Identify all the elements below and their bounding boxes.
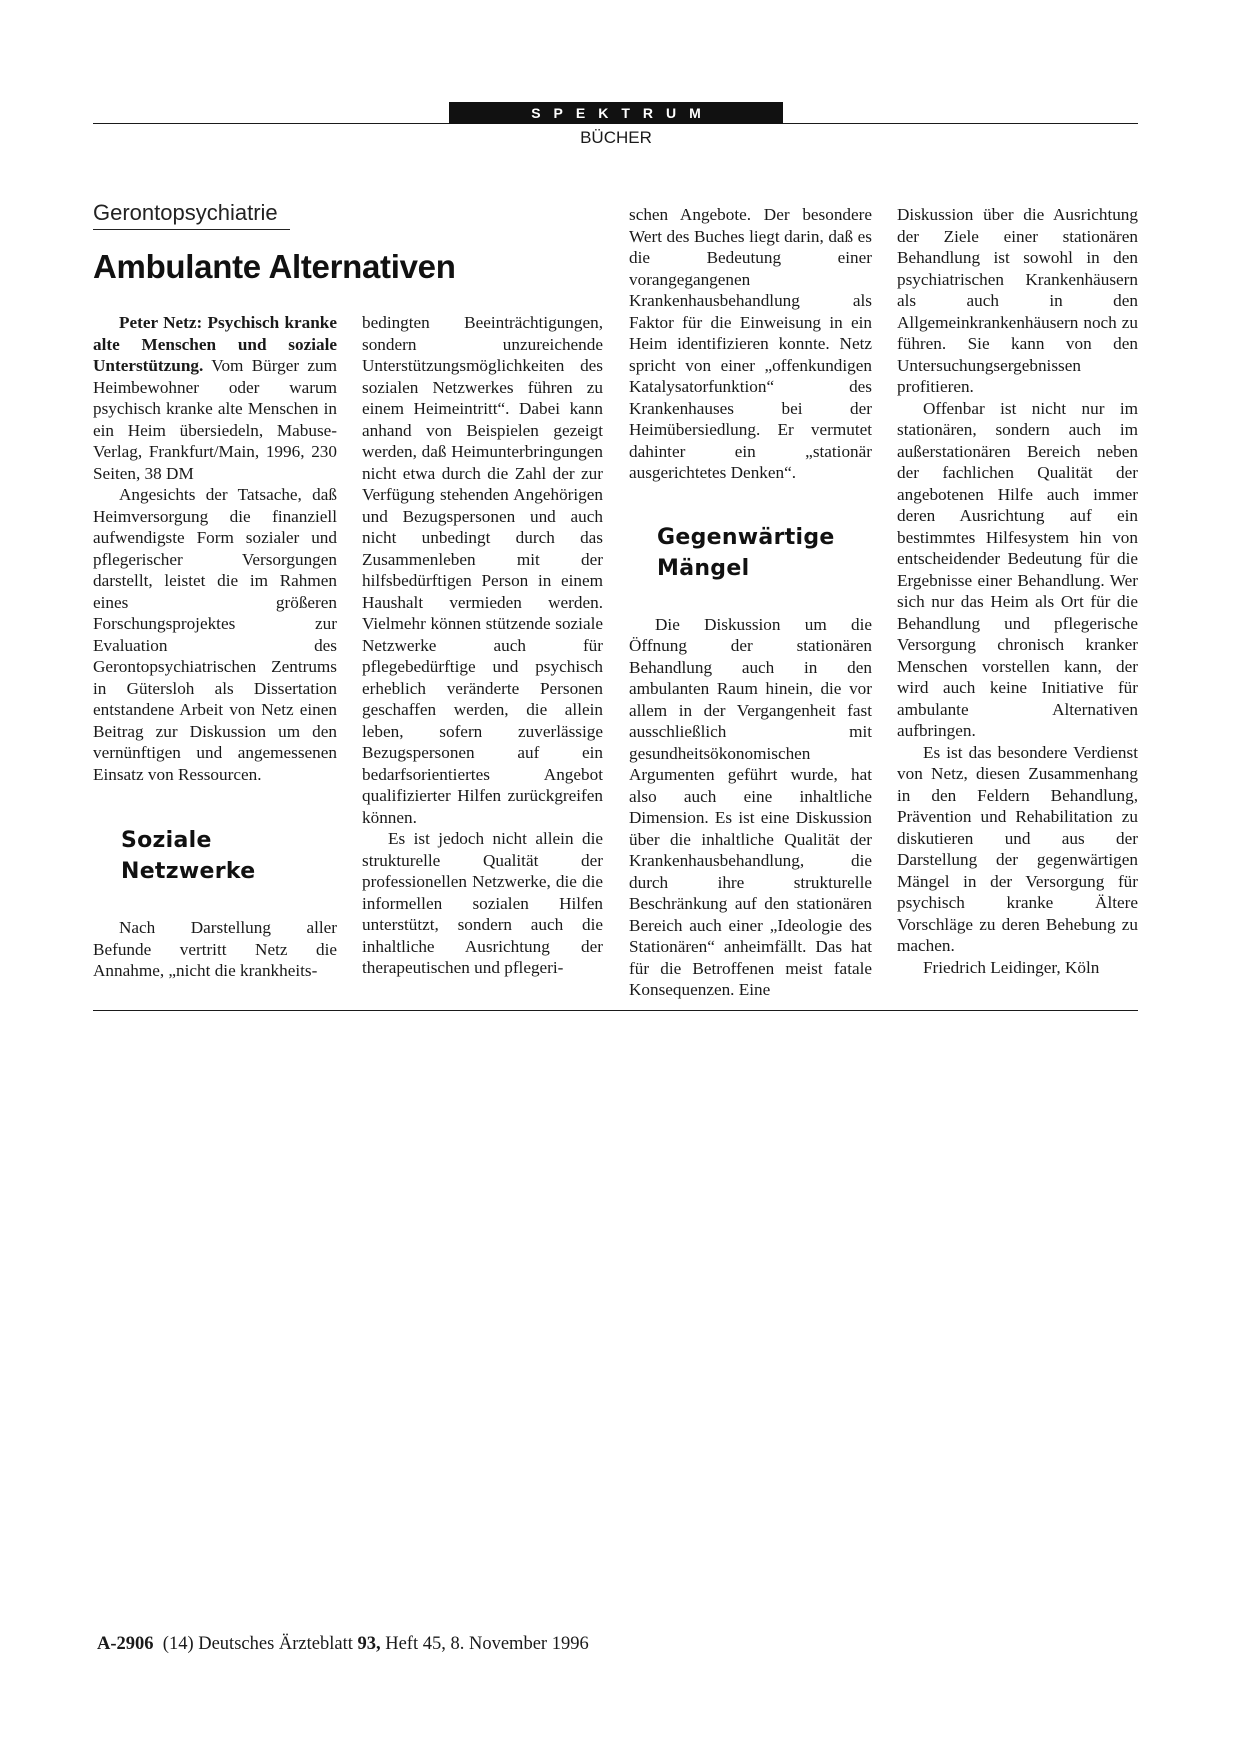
- subheading-gegenwaertige-maengel: Gegenwärtige Mängel: [657, 524, 835, 581]
- article-title: Ambulante Alternativen: [93, 248, 456, 285]
- paragraph: Nach Darstellung aller Befunde vertritt Netz die Annahme, „nicht die krankheits-: [93, 918, 337, 980]
- paragraph-continued: bedingten Beeinträchtigungen, sondern unzureichende Unterstützungsmöglichkeiten des sozialen Netzwerkes führen zu einem Heimeintritt“. Dabei kann anhand von Beispielen gezeigt werden, daß Heimunterbringungen nicht etwa durch die Zahl der zur Verfügung stehenden Angehörigen und Bezugspersonen und auch nicht unbedingt durch das Zusammenleben mit der hilfsbedürftigen Person in einem Haushalt vermieden werden. Vielmehr können stützende soziale Netzwerke auch für pflegebedürftige und psychisch erheblich veränderte Personen geschaffen werden, die allein leben, sofern zuverlässige Bezugspersonen auf ein bedarfsorientiertes Angebot qualifizierter Hilfen zurückgreifen können.: [362, 313, 603, 827]
- column-3: [629, 204, 872, 1001]
- paragraph: Angesichts der Tatsache, daß Heimversorgung die finanziell aufwendigste Form sozialer und pflegerischer Versorgungen darstellt, leistet die im Rahmen eines größeren Forschungsprojektes zur Evaluation des Gerontopsychiatrischen Zentrums in Gütersloh als Dissertation entstandene Arbeit von Netz einen Beitrag zur Diskussion um den vernünftigen und angemessenen Einsatz von Ressourcen.: [93, 485, 337, 784]
- subheading-soziale-netzwerke: Soziale Netzwerke: [121, 828, 256, 884]
- article-bottom-rule: [93, 1010, 1138, 1011]
- column-1: [93, 312, 337, 982]
- paragraph: Es ist das besondere Verdienst von Netz, diesen Zusammenhang in den Feldern Behandlung, Prävention und Rehabilitation zu diskutieren und aus der Darstellung der gegenwärtigen Mängel in der Versorgung für psychisch kranke Ältere Vorschläge zu deren Behebung zu machen.: [897, 742, 1138, 955]
- paragraph: Offenbar ist nicht nur im stationären, sondern auch im außerstationären Bereich neben der fachlichen Qualität der angebotenen Hilfe auch immer deren Ausrichtung auf ein bestimmtes Hilfesystem hin von entscheidender Bedeutung für die Ergebnisse einer Behandlung. Wer sich nur das Heim als Ort für die Behandlung und pflegerische Versorgung chronisch kranker Menschen vorstellen kann, der wird auch keine Initiative für ambulante Alternativen aufbringen.: [897, 398, 1138, 740]
- paragraph-continued: schen Angebote. Der besondere Wert des Buches liegt darin, daß es die Bedeutung einer vorangegangenen Krankenhausbehandlung als Faktor für die Einweisung in ein Heim identifizieren konnte. Netz spricht von einer „offenkundigen Katalysatorfunktion“ des Krankenhauses bei der Heimübersiedlung. Er vermutet dahinter ein „stationär ausgerichtetes Denken“.: [629, 205, 872, 482]
- article-kicker: Gerontopsychiatrie: [93, 200, 290, 230]
- section-label: BÜCHER: [580, 128, 652, 147]
- column-2: [362, 312, 603, 979]
- book-reference-details: Vom Bürger zum Heimbewohner oder warum psychisch kranke alte Menschen in ein Heim übersiedeln, Mabuse-Verlag, Frankfurt/Main, 1996, 230 Seiten, 38 DM: [93, 356, 337, 483]
- author-signature: Friedrich Leidinger, Köln: [923, 957, 1100, 977]
- journal-name: Deutsches Ärzteblatt: [198, 1634, 353, 1654]
- page-footer: [97, 1634, 589, 1655]
- page-number: A-2906: [97, 1634, 154, 1654]
- column-4: [897, 204, 1138, 978]
- issue-number: (14): [162, 1634, 194, 1654]
- book-reference: [93, 312, 337, 484]
- paragraph: Es ist jedoch nicht allein die strukturelle Qualität der professionellen Netzwerke, die die informellen sozialen Hilfen unterstützt, sondern auch die inhaltliche Ausrichtung der therapeutischen und pflegeri-: [362, 829, 603, 977]
- paragraph: Die Diskussion um die Öffnung der stationären Behandlung auch in den ambulanten Raum hinein, die vor allem in der Vergangenheit fast ausschließlich mit gesundheitsökonomischen Argumenten geführt wurde, hat also auch eine inhaltliche Dimension. Es ist eine Diskussion über die inhaltliche Qualität der Krankenhausbehandlung, die durch ihre strukturelle Beschränkung auf den stationären Bereich auch einer „Ideologie des Stationären“ anheimfällt. Das hat für die Betroffenen meist fatale Konsequenzen. Eine: [629, 614, 872, 999]
- issue-date: Heft 45, 8. November 1996: [385, 1634, 589, 1654]
- volume-number: 93,: [357, 1634, 381, 1654]
- book-reference-bold: Peter Netz: Psychisch kranke alte Menschen und soziale Unterstützung.: [93, 313, 337, 375]
- section-band: SPEKTRUM: [449, 102, 783, 124]
- paragraph-continued: Diskussion über die Ausrichtung der Ziele einer stationären Behandlung ist sowohl in den psychiatrischen Krankenhäusern als auch in den Allgemeinkrankenhäusern noch zu führen. Sie kann von den Untersuchungsergebnissen profitieren.: [897, 205, 1138, 396]
